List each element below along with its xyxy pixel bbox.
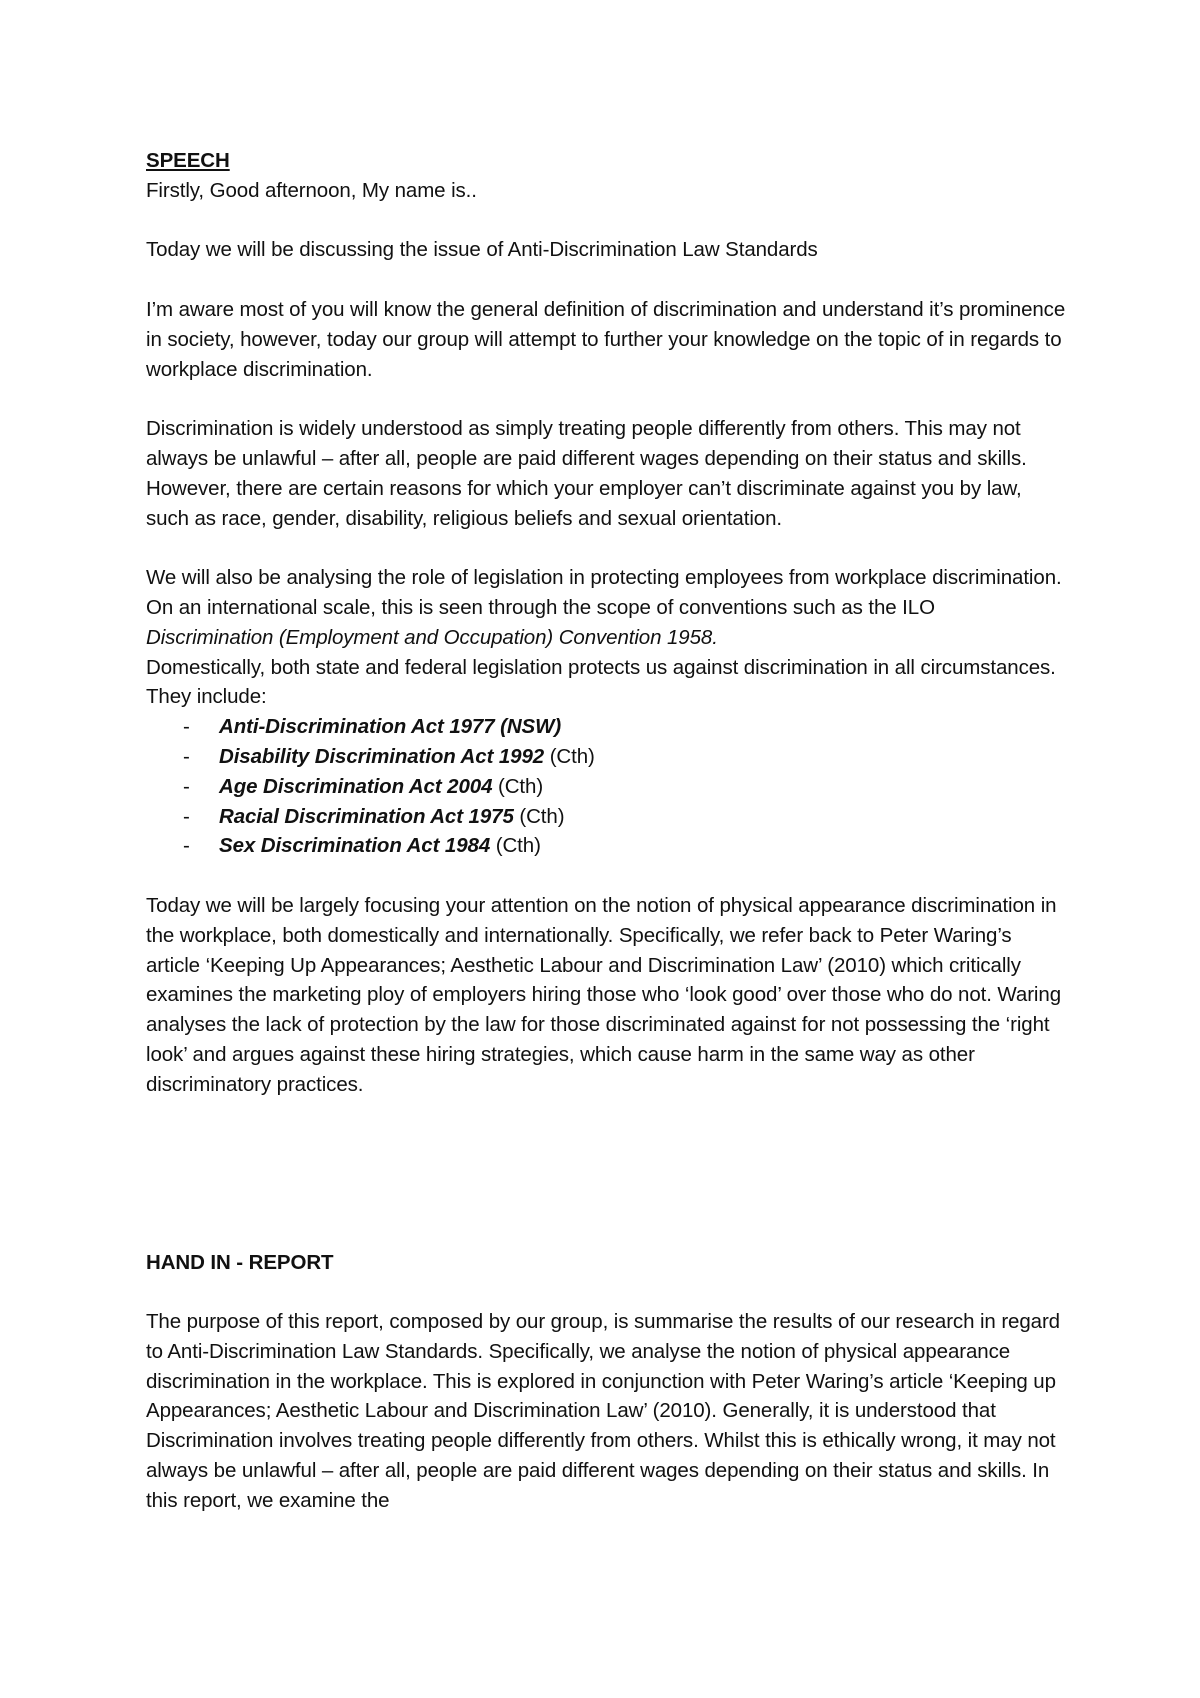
act-jurisdiction: (Cth) (492, 774, 544, 798)
act-name: Sex Discrimination Act 1984 (219, 834, 491, 858)
list-item (146, 802, 1066, 832)
speech-legislation-paragraph (146, 563, 1066, 652)
speech-focus-paragraph: Today we will be largely focusing your attention on the notion of physical appearance discrimination in the workplace, both domestically and internationally. Specifically, we refer back to Peter Waring’s article ‘Keeping Up Appearances; Aesthetic Labour and Discrimination Law’ (2010) which critically examines the marketing ploy of employers hiring those who ‘look good’ over those who do not. Waring analyses the lack of protection by the law for those discriminated against for not possessing the ‘right look’ and argues against these hiring strategies, which cause harm in the same way as other discriminatory practices. (146, 893, 1061, 1096)
speech-awareness-paragraph: I’m aware most of you will know the general definition of discrimination and understand it’s prominence in society, however, today our group will attempt to further your knowledge on the topic of in regards to workplace discrimination. (146, 297, 1066, 381)
speech-greeting: Firstly, Good afternoon, My name is.. (146, 178, 477, 202)
document-page (146, 146, 1066, 1516)
ilo-convention-title: Discrimination (Employment and Occupation) Convention 1958. (146, 625, 718, 649)
act-jurisdiction: (Cth) (490, 834, 541, 858)
list-dash: - (183, 744, 190, 768)
list-item (146, 831, 1066, 861)
speech-definition-paragraph: Discrimination is widely understood as simply treating people differently from others. This may not always be unlawful – after all, people are paid different wages depending on their status and skills. However, there are certain reasons for which your employer can’t discriminate against you by law, such as race, gender, disability, religious beliefs and sexual orientation. (146, 417, 1027, 530)
legislation-lead-text: We will also be analysing the role of legislation in protecting employees from workplace discrimination. On an international scale, this is seen through the scope of conventions such as the ILO (146, 566, 1062, 619)
list-dash: - (183, 774, 190, 798)
list-item (146, 742, 1066, 772)
speech-heading: SPEECH (146, 149, 230, 172)
act-name: Anti-Discrimination Act 1977 (NSW) (219, 715, 562, 739)
speech-domestic-paragraph: Domestically, both state and federal legislation protects us against discrimination in all circumstances. They include: (146, 655, 1056, 709)
act-jurisdiction: (Cth) (544, 744, 595, 768)
act-name: Age Discrimination Act 2004 (219, 774, 493, 798)
speech-intro: Today we will be discussing the issue of Anti-Discrimination Law Standards (146, 238, 818, 262)
list-item (146, 772, 1066, 802)
list-item (146, 712, 1066, 742)
list-dash: - (183, 715, 190, 739)
act-name: Racial Discrimination Act 1975 (219, 804, 514, 828)
report-heading: HAND IN - REPORT (146, 1250, 334, 1274)
report-body-paragraph: The purpose of this report, composed by our group, is summarise the results of our research in regard to Anti-Discrimination Law Standards. Specifically, we analyse the notion of physical appearance discrimination in the workplace. This is explored in conjunction with Peter Waring’s article ‘Keeping up Appearances; Aesthetic Labour and Discrimination Law’ (2010). Generally, it is understood that Discrimination involves treating people differently from others. Whilst this is ethically wrong, it may not always be unlawful – after all, people are paid different wages depending on their status and skills. In this report, we examine the (146, 1310, 1060, 1512)
act-jurisdiction: (Cth) (513, 804, 565, 828)
list-dash: - (183, 804, 190, 828)
act-name: Disability Discrimination Act 1992 (219, 744, 545, 768)
list-dash: - (183, 834, 190, 858)
legislation-list (146, 712, 1066, 861)
